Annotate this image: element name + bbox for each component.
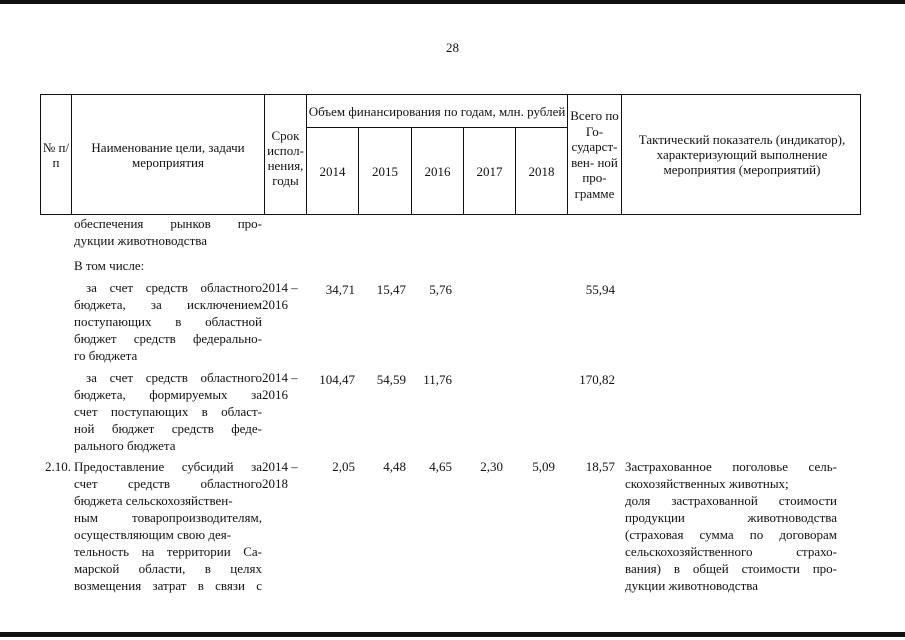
text-line: го бюджета (74, 348, 138, 363)
sub-row-2-term (262, 369, 312, 403)
header-col-indicator: Тактический показатель (индикатор), характеризующий выполнение мероприятия (мероприятий) (638, 132, 846, 177)
term-end: 2016 (262, 297, 288, 312)
top-border (0, 0, 905, 4)
row-2-10-value-2015: 4,48 (383, 459, 406, 474)
text-line: вания) в общей стоимости про- (625, 561, 837, 576)
header-year-2016: 2016 (424, 163, 451, 179)
text-line: поступающих в областной (74, 314, 262, 329)
term-end: 2018 (262, 476, 288, 491)
text-line: бюджета, формируемых за (74, 387, 262, 402)
sub-row-2-value-2016: 11,76 (423, 372, 452, 387)
row-2-10-indicator (625, 458, 837, 594)
header-col-volume: Объем финансирования по годам, млн. рублей (308, 103, 566, 119)
sub-row-2-value-2015: 54,59 (376, 372, 406, 387)
continuation-text (74, 215, 262, 249)
text-line: Застрахованное поголовье сель- (625, 459, 837, 474)
sub-row-1-description (74, 279, 262, 364)
table-header (40, 94, 861, 215)
header-year-2017: 2017 (476, 163, 503, 179)
row-2-10-term (262, 458, 312, 492)
header-year-2014: 2014 (319, 163, 346, 179)
text-line: доля застрахованной стоимости (625, 493, 837, 508)
text-line: сельскохозяйственного страхо- (625, 544, 837, 559)
sub-row-1-term (262, 279, 312, 313)
header-col-name: Наименование цели, задачи мероприятия (91, 139, 245, 170)
text-line: ным товаропроизводителям, (74, 510, 262, 525)
text-line: счет поступающих в област- (74, 404, 262, 419)
term-start: 2014 – (262, 280, 298, 295)
text-line: возмещения затрат в связи с (74, 578, 262, 593)
header-col-number: № п/п (42, 139, 70, 170)
header-year-2015: 2015 (372, 163, 398, 179)
text-line: (страховая сумма по договорам (625, 527, 837, 542)
text-line: бюджета сельскохозяйствен- (74, 493, 233, 508)
page-number: 28 (446, 40, 459, 55)
row-2-10-value-2014: 2,05 (332, 459, 355, 474)
bottom-border (0, 632, 905, 637)
row-2-10-value-2018: 5,09 (532, 459, 555, 474)
term-start: 2014 – (262, 459, 298, 474)
text-line: Предоставление субсидий за (74, 459, 262, 474)
sub-row-1-value-2016: 5,76 (429, 282, 452, 297)
header-col-total: Всего по Го- сударст- вен- ной про- грамме (570, 108, 619, 201)
sub-row-2-total: 170,82 (579, 372, 615, 387)
sub-row-2-description (74, 369, 262, 454)
text-line: дукции животноводства (625, 578, 758, 593)
text-line: продукции животноводства (625, 510, 837, 525)
text-line: рального бюджета (74, 438, 176, 453)
text-line: бюджета, за исключением (74, 297, 262, 312)
text-line: за счет средств областного (86, 370, 262, 385)
row-2-10-total: 18,57 (585, 459, 615, 474)
sub-row-1-value-2015: 15,47 (376, 282, 406, 297)
row-2-10-value-2016: 4,65 (429, 459, 452, 474)
text-line: обеспечения рынков про- (74, 216, 262, 231)
text-line: за счет средств областного (86, 280, 262, 295)
sub-row-1-total: 55,94 (585, 282, 615, 297)
header-year-2018: 2018 (528, 163, 555, 179)
text-line: ной бюджет средств феде- (74, 421, 262, 436)
text-line: тельность на территории Са- (74, 544, 262, 559)
text-line: осуществляющим свою дея- (74, 527, 232, 542)
sub-row-2-value-2014: 104,47 (319, 372, 355, 387)
header-col-term: Срок испол- нения, годы (267, 127, 304, 188)
row-2-10-description (74, 458, 262, 594)
term-end: 2016 (262, 387, 288, 402)
row-number: 2.10. (45, 459, 71, 474)
text-line: скохозяйственных животных; (625, 476, 789, 491)
text-line: счет средств областного (74, 476, 262, 491)
text-line: бюджет средств федерально- (74, 331, 262, 346)
row-2-10-value-2017: 2,30 (480, 459, 503, 474)
term-start: 2014 – (262, 370, 298, 385)
in-that-number-label: В том числе: (74, 258, 145, 273)
text-line: дукции животноводства (74, 233, 207, 248)
sub-row-1-value-2014: 34,71 (325, 282, 355, 297)
text-line: марской области, в целях (74, 561, 262, 576)
